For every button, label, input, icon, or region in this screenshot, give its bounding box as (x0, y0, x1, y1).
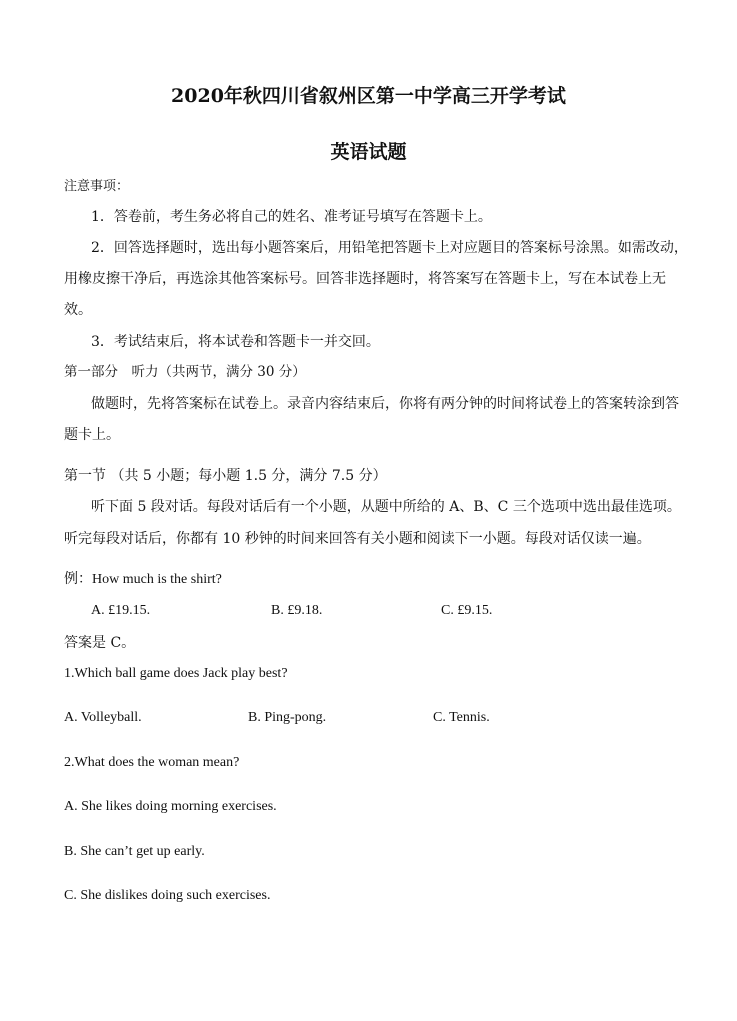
part-1-intro-line-2: 题卡上。 (64, 427, 120, 443)
question-2-stem: 2.What does the woman mean? (64, 755, 240, 770)
section-1-intro-line-2: 听完每段对话后，你都有 10 秒钟的时间来回答有关小题和阅读下一小题。每段对话仅读一遍。 (64, 531, 651, 547)
question-2-option-b: B. She can’t get up early. (64, 844, 205, 859)
notice-item-2-line-1: 2．回答选择题时，选出每小题答案后，用铅笔把答题卡上对应题目的答案标号涂黑。如需改动， (91, 240, 688, 256)
notice-item-2-line-3: 效。 (64, 302, 92, 318)
question-2-option-c: C. She dislikes doing such exercises. (64, 888, 271, 903)
example-option-c: C. £9.15. (441, 603, 493, 618)
example-option-a: A. £19.15. (91, 603, 151, 618)
example-question: 例：How much is the shirt? (64, 572, 222, 587)
part-1-intro-line-1: 做题时，先将答案标在试卷上。录音内容结束后，你将有两分钟的时间将试卷上的答案转涂到答 (91, 396, 679, 412)
notice-item-1: 1．答卷前，考生务必将自己的姓名、准考证号填写在答题卡上。 (91, 209, 492, 225)
part-1-heading: 第一部分 听力（共两节，满分 30 分） (64, 364, 306, 380)
section-1-heading: 第一节 （共 5 小题；每小题 1.5 分，满分 7.5 分） (64, 468, 387, 484)
question-1-option-b: B. Ping-pong. (248, 710, 327, 725)
notice-heading: 注意事项： (64, 179, 130, 194)
example-option-b: B. £9.18. (271, 603, 323, 618)
section-1-intro-line-1: 听下面 5 段对话。每段对话后有一个小题，从题中所给的 A、B、C 三个选项中选出最佳选项。 (91, 499, 681, 515)
notice-item-3: 3．考试结束后，将本试卷和答题卡一并交回。 (91, 334, 380, 350)
question-1-stem: 1.Which ball game does Jack play best? (64, 666, 288, 681)
question-2-option-a: A. She likes doing morning exercises. (64, 799, 277, 814)
question-1-option-a: A. Volleyball. (64, 710, 142, 725)
example-answer: 答案是 C。 (64, 635, 136, 651)
notice-item-2-line-2: 用橡皮擦干净后，再选涂其他答案标号。回答非选择题时，将答案写在答题卡上，写在本试卷上无 (64, 271, 666, 287)
question-1-option-c: C. Tennis. (433, 710, 490, 725)
exam-title: 2020年秋四川省叙州区第一中学高三开学考试 (171, 85, 566, 107)
exam-subtitle: 英语试题 (330, 141, 407, 163)
